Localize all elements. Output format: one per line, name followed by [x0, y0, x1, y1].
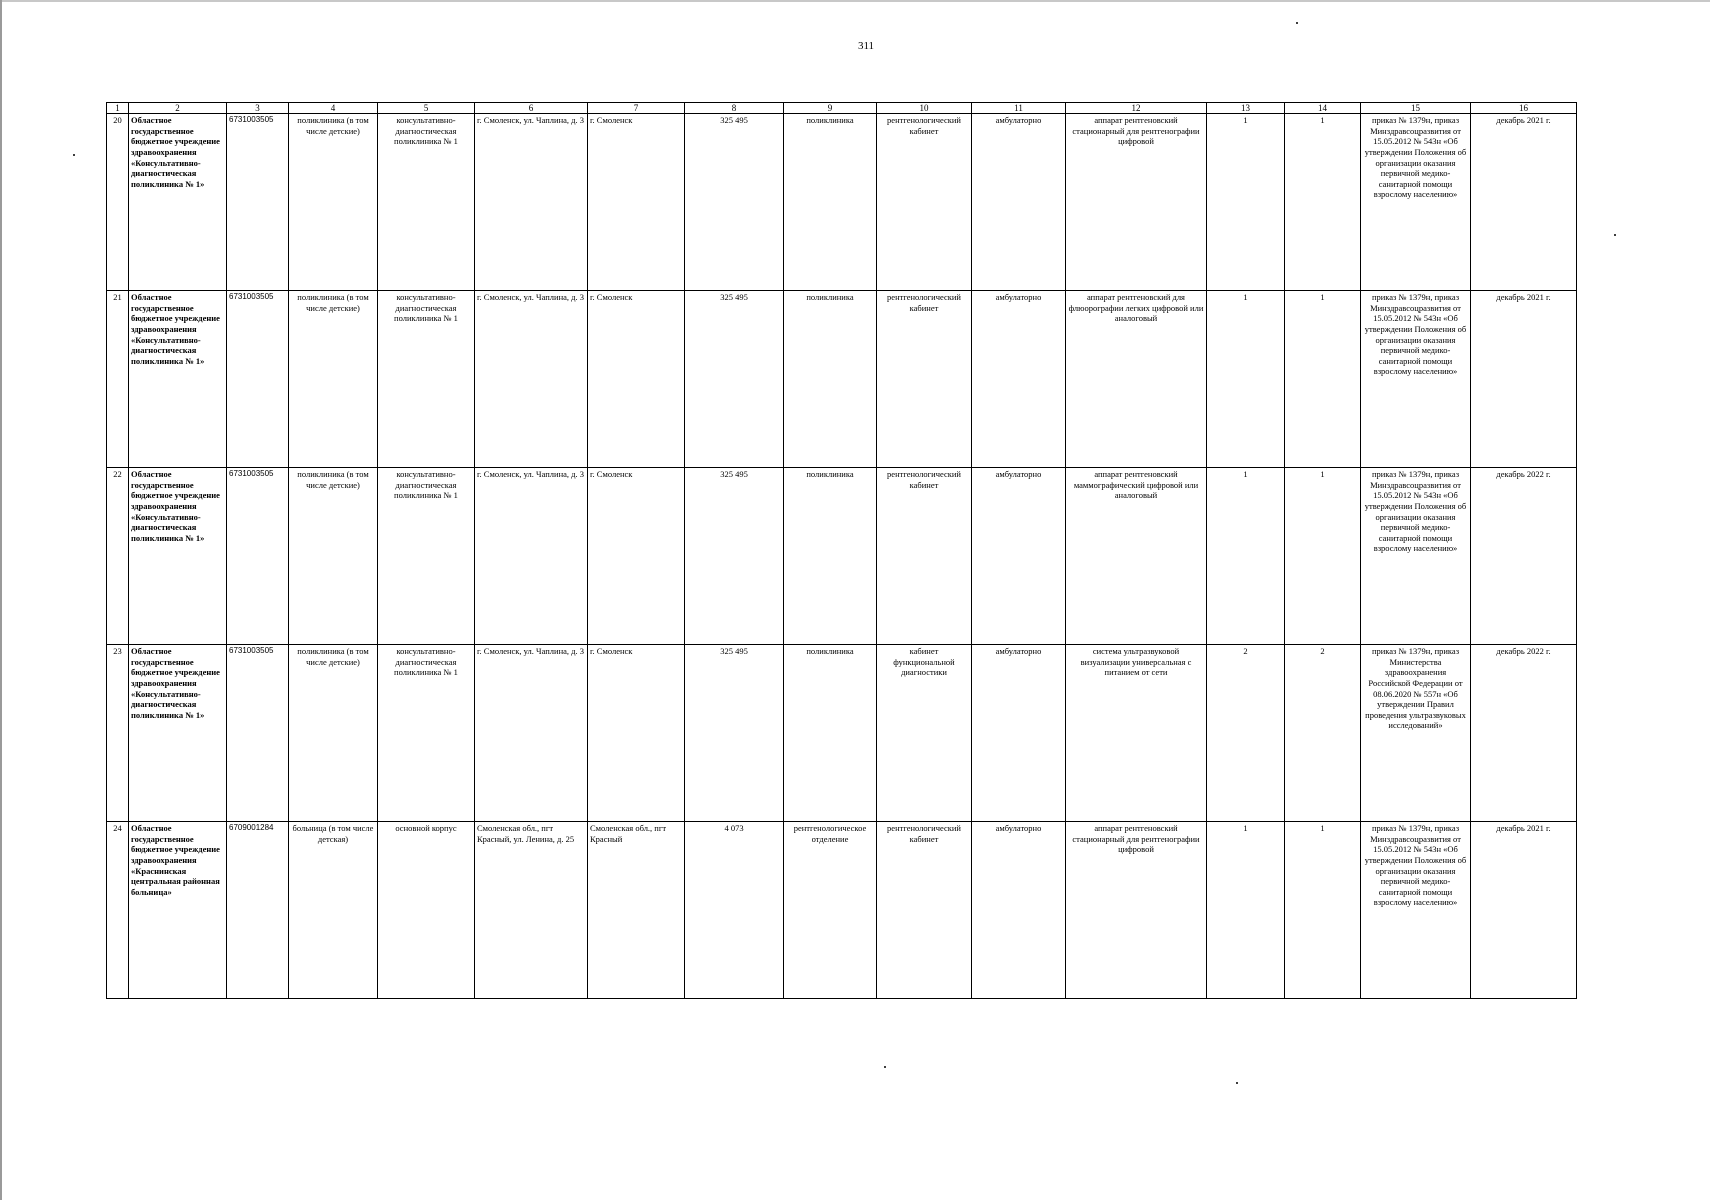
delivery-date: декабрь 2021 г.	[1471, 291, 1577, 468]
locality: г. Смоленск	[588, 114, 685, 291]
equipment-name: аппарат рентгеновский стационарный для рентгенографии цифровой	[1066, 822, 1207, 999]
row-number: 24	[107, 822, 129, 999]
inn-code: 6731003505	[227, 468, 289, 645]
address: г. Смоленск, ул. Чаплина, д. 3	[475, 114, 588, 291]
room-type: рентгенологический кабинет	[877, 468, 972, 645]
column-number: 3	[227, 103, 289, 114]
department: поликлиника	[784, 291, 877, 468]
quantity-required: 1	[1207, 468, 1285, 645]
column-number: 9	[784, 103, 877, 114]
inn-code: 6709001284	[227, 822, 289, 999]
delivery-date: декабрь 2022 г.	[1471, 645, 1577, 822]
column-number: 8	[685, 103, 784, 114]
row-number: 22	[107, 468, 129, 645]
organization-name: Областное государственное бюджетное учреждение здравоохранения «Консультативно-диагностическая поликлиника № 1»	[129, 114, 227, 291]
column-number: 1	[107, 103, 129, 114]
care-mode: амбулаторно	[972, 468, 1066, 645]
room-type: кабинет функциональной диагностики	[877, 645, 972, 822]
facility-type: поликлиника (в том числе детские)	[289, 645, 378, 822]
quantity-planned: 1	[1285, 114, 1361, 291]
room-type: рентгенологический кабинет	[877, 114, 972, 291]
row-number: 20	[107, 114, 129, 291]
quantity-required: 1	[1207, 114, 1285, 291]
table-row	[107, 291, 1577, 468]
room-type: рентгенологический кабинет	[877, 822, 972, 999]
facility-type: поликлиника (в том числе детские)	[289, 468, 378, 645]
department: рентгенологическое отделение	[784, 822, 877, 999]
organization-name: Областное государственное бюджетное учреждение здравоохранения «Консультативно-диагностическая поликлиника № 1»	[129, 291, 227, 468]
quantity-required: 2	[1207, 645, 1285, 822]
locality: Смоленская обл., пгт Красный	[588, 822, 685, 999]
structural-unit: консультативно-диагностическая поликлиника № 1	[378, 645, 475, 822]
column-number: 13	[1207, 103, 1285, 114]
population: 325 495	[685, 114, 784, 291]
locality: г. Смоленск	[588, 291, 685, 468]
quantity-planned: 1	[1285, 822, 1361, 999]
population: 4 073	[685, 822, 784, 999]
locality: г. Смоленск	[588, 645, 685, 822]
table-row	[107, 645, 1577, 822]
address: г. Смоленск, ул. Чаплина, д. 3	[475, 645, 588, 822]
care-mode: амбулаторно	[972, 645, 1066, 822]
quantity-planned: 1	[1285, 468, 1361, 645]
scan-edge-top	[0, 0, 1710, 2]
address: Смоленская обл., пгт Красный, ул. Ленина, д. 25	[475, 822, 588, 999]
care-mode: амбулаторно	[972, 822, 1066, 999]
column-number-row	[107, 103, 1577, 114]
inn-code: 6731003505	[227, 645, 289, 822]
population: 325 495	[685, 645, 784, 822]
inn-code: 6731003505	[227, 291, 289, 468]
column-number: 15	[1361, 103, 1471, 114]
facility-type: больница (в том числе детская)	[289, 822, 378, 999]
column-number: 2	[129, 103, 227, 114]
column-number: 10	[877, 103, 972, 114]
delivery-date: декабрь 2022 г.	[1471, 468, 1577, 645]
legal-basis: приказ № 1379н, приказ Минздравсоцразвития от 15.05.2012 № 543н «Об утверждении Положения об организации оказания первичной медико-санитарной помощи взрослому населению»	[1361, 114, 1471, 291]
room-type: рентгенологический кабинет	[877, 291, 972, 468]
care-mode: амбулаторно	[972, 114, 1066, 291]
scan-speck	[884, 1066, 886, 1068]
legal-basis: приказ № 1379н, приказ Минздравсоцразвития от 15.05.2012 № 543н «Об утверждении Положения об организации оказания первичной медико-санитарной помощи взрослому населению»	[1361, 291, 1471, 468]
address: г. Смоленск, ул. Чаплина, д. 3	[475, 291, 588, 468]
row-number: 21	[107, 291, 129, 468]
column-number: 4	[289, 103, 378, 114]
department: поликлиника	[784, 468, 877, 645]
organization-name: Областное государственное бюджетное учреждение здравоохранения «Консультативно-диагностическая поликлиника № 1»	[129, 645, 227, 822]
population: 325 495	[685, 468, 784, 645]
care-mode: амбулаторно	[972, 291, 1066, 468]
locality: г. Смоленск	[588, 468, 685, 645]
scan-speck	[1614, 234, 1616, 236]
column-number: 11	[972, 103, 1066, 114]
scan-speck	[1296, 22, 1298, 24]
structural-unit: основной корпус	[378, 822, 475, 999]
table-body	[107, 114, 1577, 999]
page-number: 311	[857, 40, 875, 52]
column-number: 14	[1285, 103, 1361, 114]
address: г. Смоленск, ул. Чаплина, д. 3	[475, 468, 588, 645]
population: 325 495	[685, 291, 784, 468]
scan-speck	[73, 154, 75, 156]
column-number: 16	[1471, 103, 1577, 114]
organization-name: Областное государственное бюджетное учреждение здравоохранения «Краснинская центральная районная больница»	[129, 822, 227, 999]
inn-code: 6731003505	[227, 114, 289, 291]
structural-unit: консультативно-диагностическая поликлиника № 1	[378, 291, 475, 468]
row-number: 23	[107, 645, 129, 822]
quantity-planned: 2	[1285, 645, 1361, 822]
quantity-planned: 1	[1285, 291, 1361, 468]
quantity-required: 1	[1207, 291, 1285, 468]
structural-unit: консультативно-диагностическая поликлиника № 1	[378, 468, 475, 645]
structural-unit: консультативно-диагностическая поликлиника № 1	[378, 114, 475, 291]
registry-table	[106, 102, 1577, 999]
legal-basis: приказ № 1379н, приказ Министерства здравоохранения Российской Федерации от 08.06.2020 № 557н «Об утверждении Правил проведения ультразвуковых исследований»	[1361, 645, 1471, 822]
legal-basis: приказ № 1379н, приказ Минздравсоцразвития от 15.05.2012 № 543н «Об утверждении Положения об организации оказания первичной медико-санитарной помощи взрослому населению»	[1361, 822, 1471, 999]
department: поликлиника	[784, 114, 877, 291]
column-number: 5	[378, 103, 475, 114]
column-number: 12	[1066, 103, 1207, 114]
table-row	[107, 822, 1577, 999]
delivery-date: декабрь 2021 г.	[1471, 114, 1577, 291]
table-row	[107, 114, 1577, 291]
equipment-name: аппарат рентгеновский стационарный для рентгенографии цифровой	[1066, 114, 1207, 291]
equipment-name: аппарат рентгеновский маммографический цифровой или аналоговый	[1066, 468, 1207, 645]
facility-type: поликлиника (в том числе детские)	[289, 291, 378, 468]
column-number: 7	[588, 103, 685, 114]
scan-speck	[1236, 1082, 1238, 1084]
department: поликлиника	[784, 645, 877, 822]
organization-name: Областное государственное бюджетное учреждение здравоохранения «Консультативно-диагностическая поликлиника № 1»	[129, 468, 227, 645]
equipment-name: система ультразвуковой визуализации универсальная с питанием от сети	[1066, 645, 1207, 822]
legal-basis: приказ № 1379н, приказ Минздравсоцразвития от 15.05.2012 № 543н «Об утверждении Положения об организации оказания первичной медико-санитарной помощи взрослому населению»	[1361, 468, 1471, 645]
equipment-name: аппарат рентгеновский для флюорографии легких цифровой или аналоговый	[1066, 291, 1207, 468]
column-number: 6	[475, 103, 588, 114]
scan-edge-left	[0, 0, 2, 1200]
quantity-required: 1	[1207, 822, 1285, 999]
table-row	[107, 468, 1577, 645]
delivery-date: декабрь 2021 г.	[1471, 822, 1577, 999]
facility-type: поликлиника (в том числе детские)	[289, 114, 378, 291]
